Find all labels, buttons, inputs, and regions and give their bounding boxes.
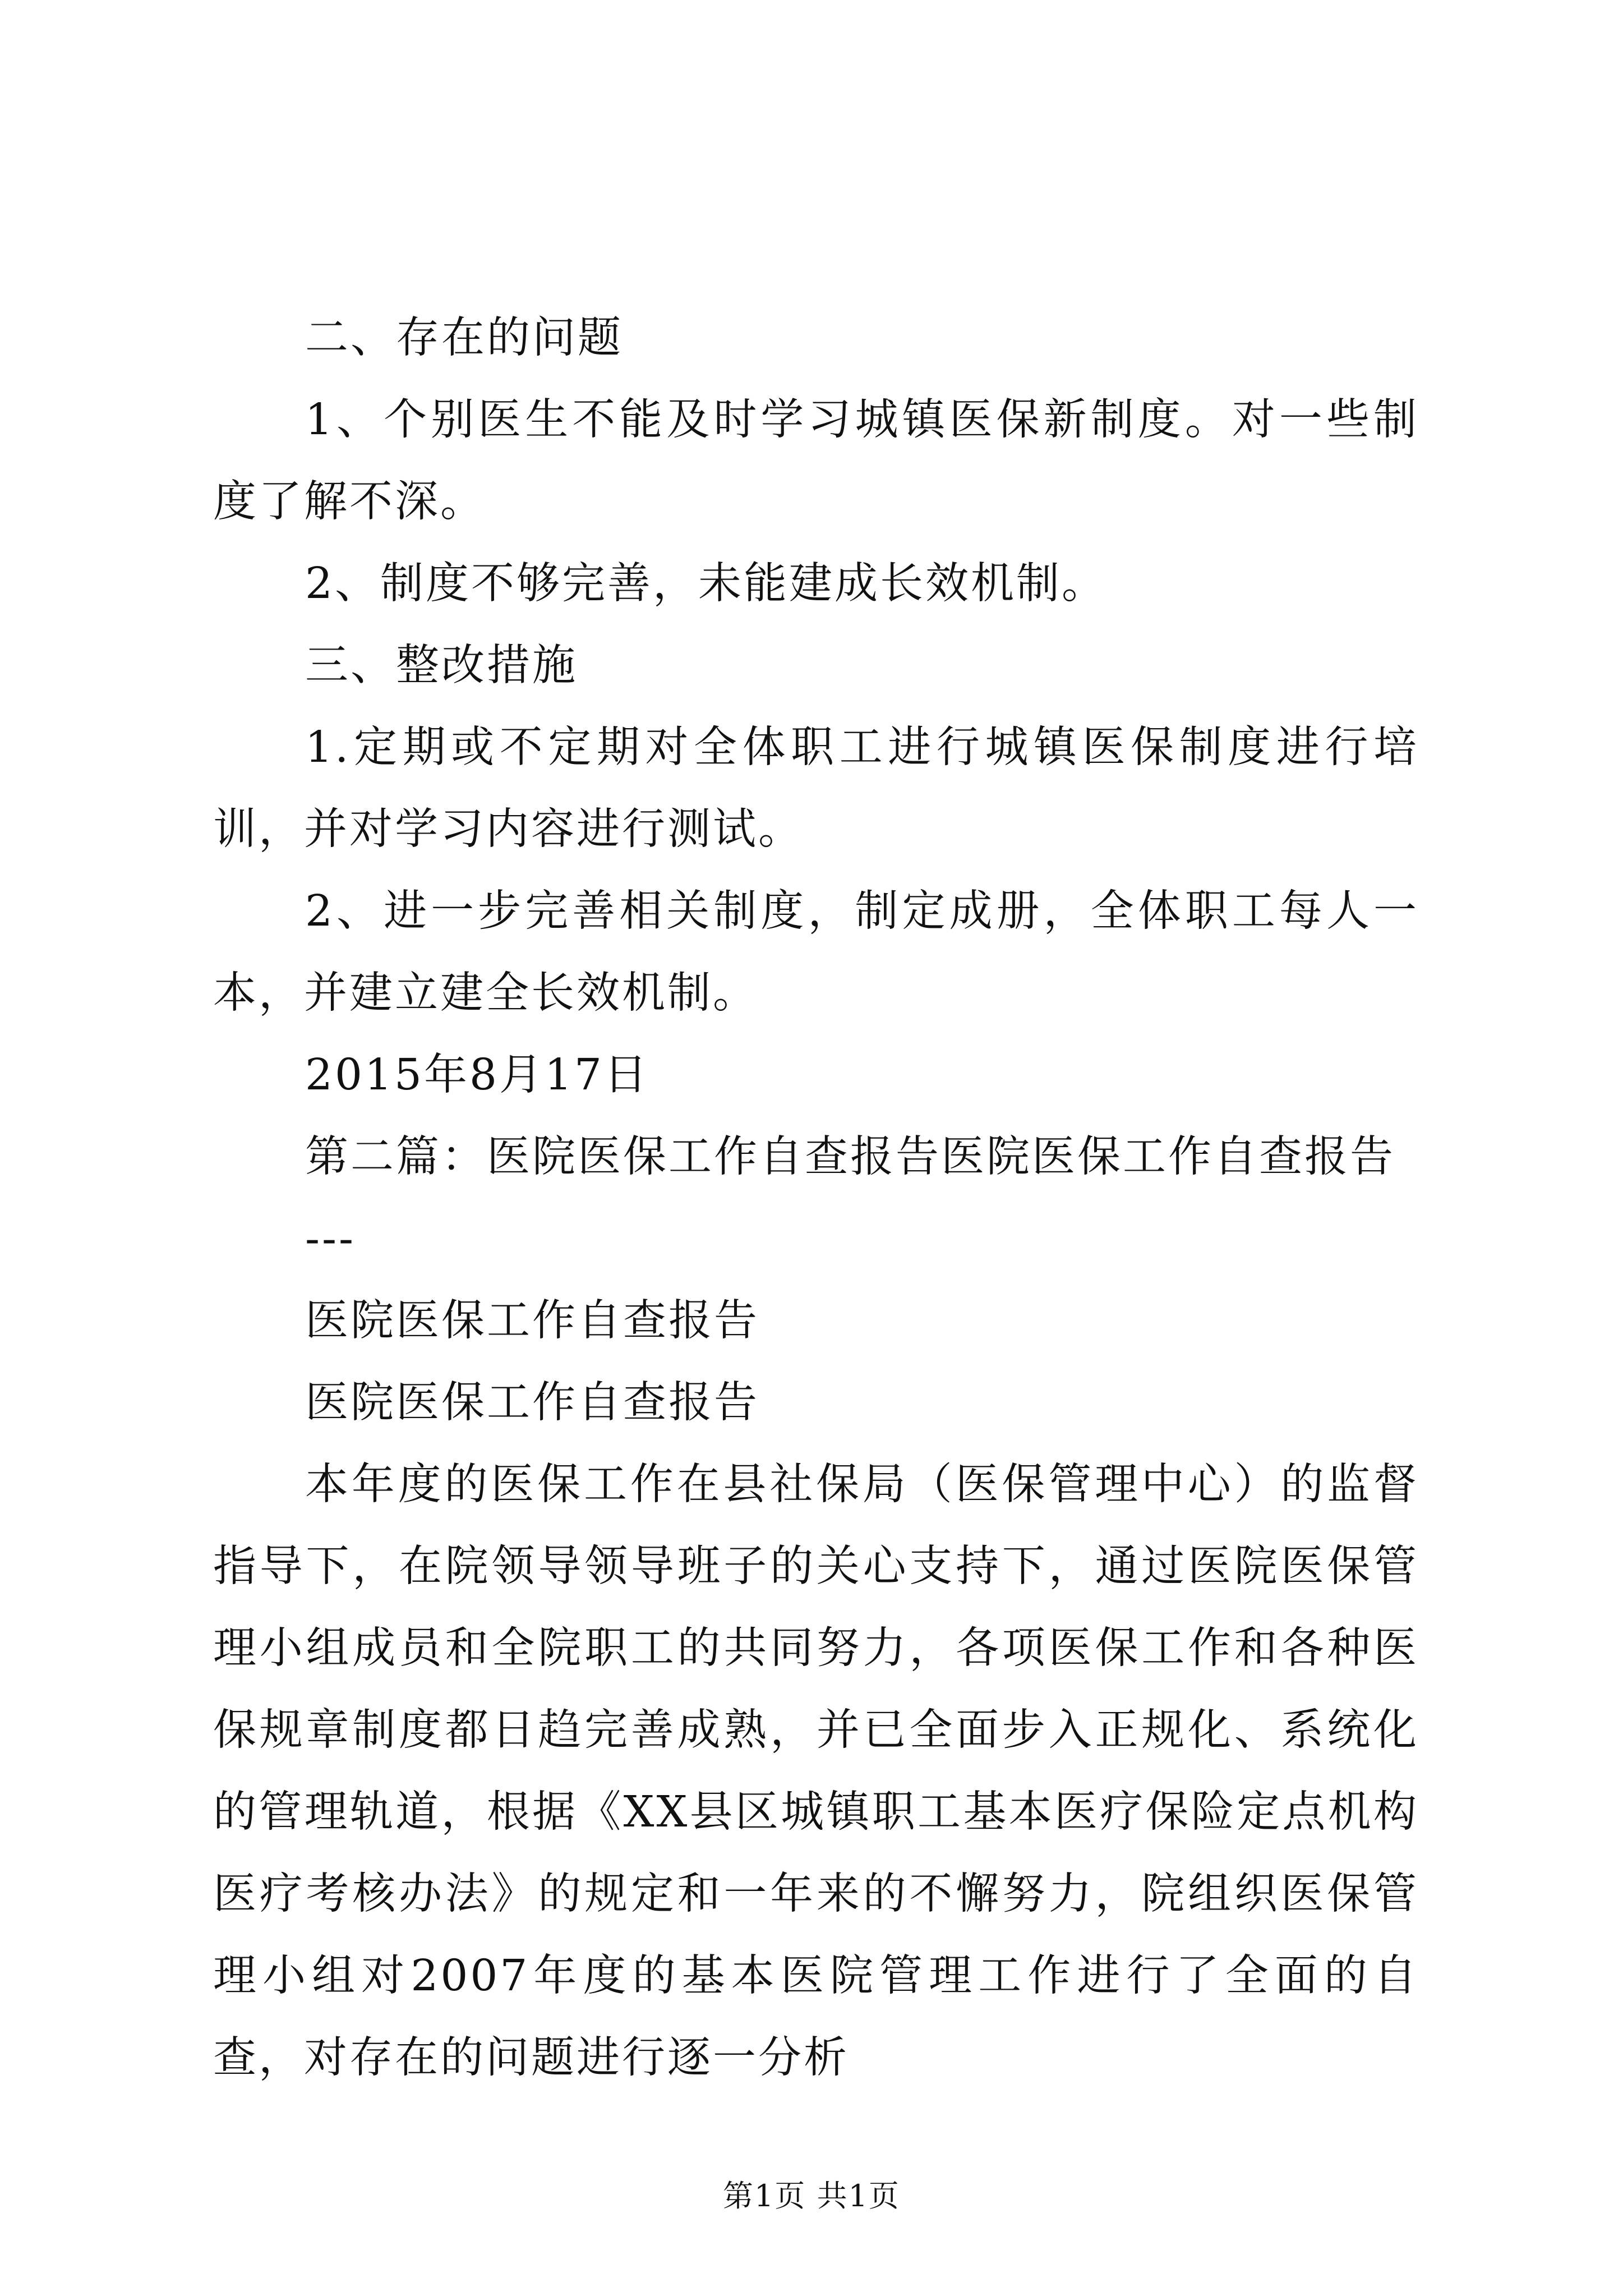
report-subtitle: 医院医保工作自查报告 bbox=[305, 1378, 759, 1428]
report-title: 医院医保工作自查报告 bbox=[305, 1296, 759, 1346]
separator-line: --- bbox=[305, 1214, 356, 1264]
measure-item-2: 2、进一步完善相关制度，制定成册，全体职工每人一本，并建立建全长效机制。 bbox=[213, 886, 1419, 1018]
document-body bbox=[213, 297, 1419, 2099]
section-heading-problems: 二、存在的问题 bbox=[305, 313, 623, 363]
document-date: 2015年8月17日 bbox=[305, 1050, 649, 1100]
section-heading-measures: 三、整改措施 bbox=[305, 641, 578, 691]
problem-item-2: 2、制度不够完善，未能建成长效机制。 bbox=[305, 559, 1107, 609]
problem-item-1: 1、个别医生不能及时学习城镇医保新制度。对一些制度了解不深。 bbox=[213, 395, 1419, 527]
measure-item-1: 1.定期或不定期对全体职工进行城镇医保制度进行培训，并对学习内容进行测试。 bbox=[213, 723, 1419, 854]
page-footer: 第1页 共1页 bbox=[723, 2178, 900, 2214]
report-body-paragraph: 本年度的医保工作在县社保局（医保管理中心）的监督指导下，在院领导领导班子的关心支持下，通过医院医保管理小组成员和全院职工的共同努力，各项医保工作和各种医保规章制度都日趋完善成熟，并已全面步入正规化、系统化的管理轨道，根据《XX县区城镇职工基本医疗保险定点机构医疗考核办法》的规定和一年来的不懈努力，院组织医保管理小组对2007年度的基本医院管理工作进行了全面的自查，对存在的问题进行逐一分析 bbox=[213, 1460, 1419, 2083]
chapter-title: 第二篇：医院医保工作自查报告医院医保工作自查报告 bbox=[305, 1132, 1395, 1182]
